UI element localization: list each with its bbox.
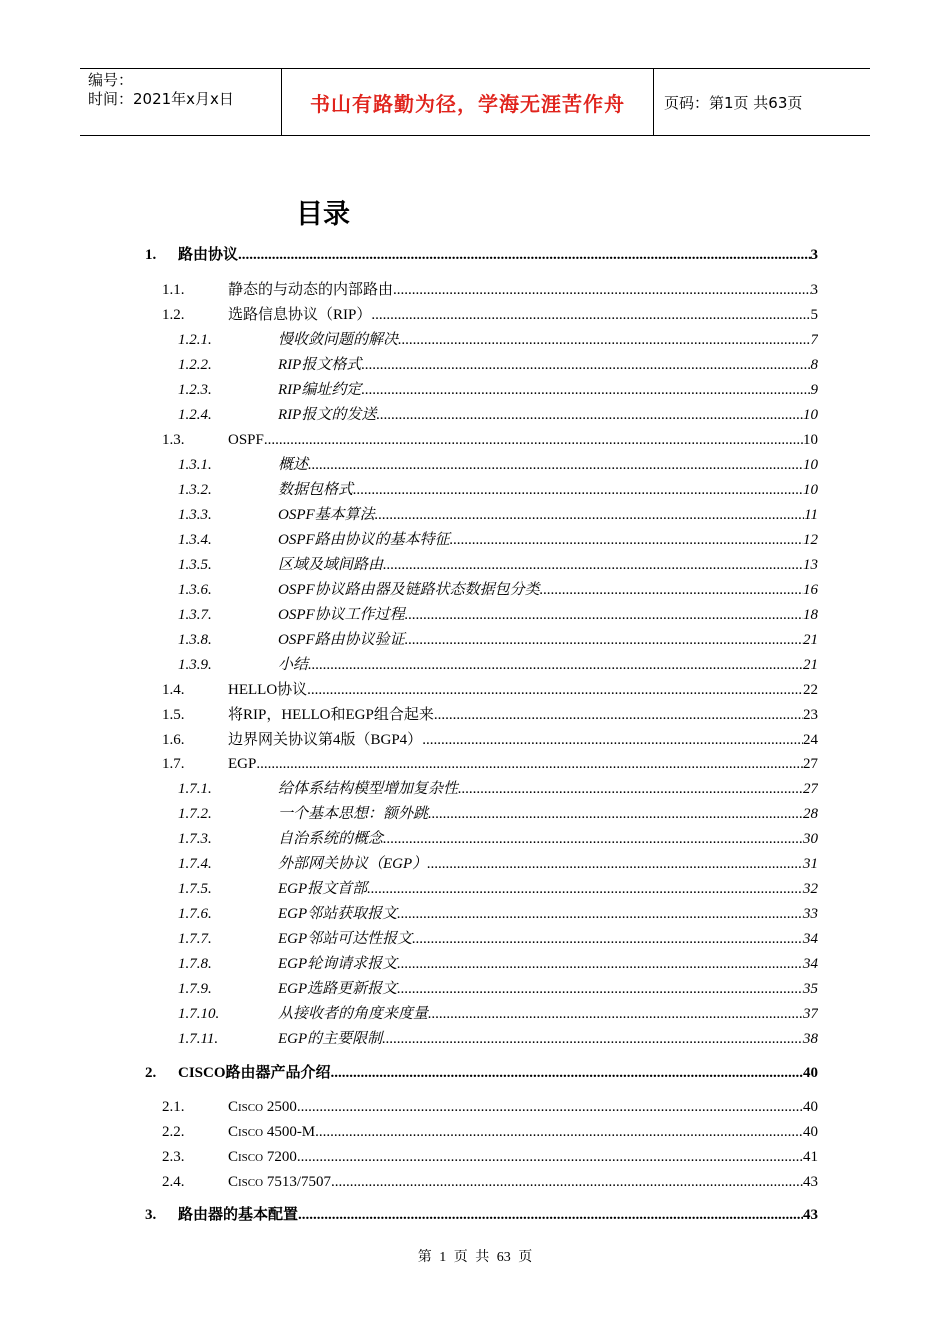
toc-entry-number: 1.2.: [162, 307, 185, 323]
toc-entry-page: 18: [803, 607, 818, 623]
toc-entry-page: 41: [803, 1149, 818, 1165]
toc-entry-number: 1.7.8.: [178, 956, 212, 972]
header-motto: 书山有路勤为径，学海无涯苦作舟: [282, 69, 654, 135]
toc-entry[interactable]: [0, 679, 950, 701]
toc-entry-title: OSPF协议路由器及链路状态数据包分类: [278, 582, 540, 598]
toc-entry[interactable]: [0, 928, 950, 950]
toc-entry[interactable]: [0, 529, 950, 551]
toc-entry-page: 23: [803, 707, 818, 723]
toc-title: 目录: [296, 199, 350, 230]
toc-entry[interactable]: [0, 604, 950, 626]
toc-entry-number: 1.3.3.: [178, 507, 212, 523]
toc-entry[interactable]: [0, 1003, 950, 1025]
toc-entry-page: 16: [803, 582, 818, 598]
toc-entry-page: 43: [803, 1207, 818, 1223]
toc-entry[interactable]: [0, 1062, 950, 1084]
toc-entry-title: EGP的主要限制: [278, 1031, 383, 1047]
toc-entry-title: 慢收敛问题的解决: [278, 332, 399, 348]
toc-entry-title: OSPF路由协议的基本特征: [278, 532, 450, 548]
toc-entry-page: 12: [803, 532, 818, 548]
toc-entry-title: RIP报文格式: [278, 357, 362, 373]
toc-entry-number: 1.7.6.: [178, 906, 212, 922]
toc-entry[interactable]: [0, 953, 950, 975]
toc-entry[interactable]: [0, 1204, 950, 1226]
toc-entry[interactable]: [0, 479, 950, 501]
toc-entry[interactable]: [0, 244, 950, 266]
toc-entry-number: 1.7.4.: [178, 856, 212, 872]
toc-entry-title: EGP轮询请求报文: [278, 956, 398, 972]
toc-entry-number: 1.7.9.: [178, 981, 212, 997]
toc-entry-number: 1.4.: [162, 682, 185, 698]
toc-entry-page: 32: [803, 881, 818, 897]
toc-entry[interactable]: [0, 504, 950, 526]
toc-entry-title: CISCO路由器产品介绍: [178, 1065, 331, 1081]
toc-entry-title: 自治系统的概念: [278, 831, 384, 847]
toc-entry-number: 1.2.3.: [178, 382, 212, 398]
toc-entry-title: RIP编址约定: [278, 382, 362, 398]
toc-entry-title: EGP: [228, 756, 257, 772]
toc-entry-number: 3.: [145, 1207, 157, 1223]
toc-entry-number: 1.7.1.: [178, 781, 212, 797]
toc-entry-title: Cisco 2500: [228, 1099, 297, 1115]
toc-entry-page: 43: [803, 1174, 818, 1190]
toc-entry-page: 10: [803, 457, 818, 473]
toc-entry[interactable]: [0, 354, 950, 376]
toc-entry[interactable]: [0, 1171, 950, 1193]
toc-entry[interactable]: [0, 329, 950, 351]
toc-entry-number: 2.2.: [162, 1124, 185, 1140]
toc-entry-title: HELLO协议: [228, 682, 308, 698]
toc-entry-page: 3: [810, 282, 818, 298]
toc-entry-title: EGP邻站可达性报文: [278, 931, 413, 947]
toc-entry-title: 外部网关协议（EGP）: [278, 856, 428, 872]
toc-entry-page: 40: [803, 1124, 818, 1140]
toc-entry-number: 1.: [145, 247, 157, 263]
toc-entry-page: 7: [810, 332, 818, 348]
toc-entry-title: 数据包格式: [278, 482, 354, 498]
toc-entry[interactable]: [0, 704, 950, 726]
toc-entry-page: 30: [803, 831, 818, 847]
toc-entry[interactable]: [0, 404, 950, 426]
toc-entry-number: 2.3.: [162, 1149, 185, 1165]
toc-entry-title: 静态的与动态的内部路由: [228, 282, 394, 298]
header-meta: [80, 69, 282, 135]
toc-entry-title: 选路信息协议（RIP）: [228, 307, 372, 323]
toc-entry-title: 路由器的基本配置: [178, 1207, 299, 1223]
toc-entry-number: 1.3.6.: [178, 582, 212, 598]
toc-entry-number: 1.7.3.: [178, 831, 212, 847]
toc-entry-title: EGP邻站获取报文: [278, 906, 398, 922]
toc-entry-title: EGP报文首部: [278, 881, 368, 897]
toc-entry-page: 21: [803, 657, 818, 673]
toc-entry-number: 1.5.: [162, 707, 185, 723]
toc-entry-page: 10: [803, 482, 818, 498]
toc-entry-page: 10: [803, 407, 818, 423]
toc-entry-page: 13: [803, 557, 818, 573]
toc-entry-page: 34: [803, 931, 818, 947]
toc-entry-page: 40: [803, 1099, 818, 1115]
toc-entry[interactable]: [0, 629, 950, 651]
toc-entry-number: 1.3.8.: [178, 632, 212, 648]
toc-entry[interactable]: [0, 803, 950, 825]
toc-entry-number: 1.6.: [162, 732, 185, 748]
toc-entry[interactable]: [0, 654, 950, 676]
toc-entry-page: 28: [803, 806, 818, 822]
toc-entry-title: 将RIP，HELLO和EGP组合起来: [228, 707, 434, 723]
toc-entry-number: 2.1.: [162, 1099, 185, 1115]
toc-entry-page: 21: [803, 632, 818, 648]
toc-entry-title: OSPF路由协议验证: [278, 632, 405, 648]
toc-entry-title: 从接收者的角度来度量: [278, 1006, 429, 1022]
toc-entry-number: 1.3.2.: [178, 482, 212, 498]
toc-entry-title: 小结: [278, 657, 309, 673]
toc-entry-page: 27: [803, 781, 818, 797]
toc-entry[interactable]: [0, 1028, 950, 1050]
toc-entry-page: 27: [803, 756, 818, 772]
document-number-label: 编号：: [88, 71, 134, 89]
toc-entry-title: OSPF基本算法: [278, 507, 375, 523]
toc-entry-title: Cisco 4500-M: [228, 1124, 316, 1140]
toc-entry[interactable]: [0, 978, 950, 1000]
toc-entry-title: OSPF协议工作过程: [278, 607, 405, 623]
toc-entry[interactable]: [0, 778, 950, 800]
toc-entry-page: 38: [803, 1031, 818, 1047]
toc-entry-number: 1.3.9.: [178, 657, 212, 673]
toc-entry-page: 37: [803, 1006, 818, 1022]
toc-entry-page: 24: [803, 732, 818, 748]
toc-entry[interactable]: [0, 903, 950, 925]
toc-entry-number: 1.2.2.: [178, 357, 212, 373]
toc-entry-page: 9: [810, 382, 818, 398]
page-header: [80, 68, 870, 136]
toc-entry-title: RIP报文的发送: [278, 407, 377, 423]
toc-entry-title: OSPF: [228, 432, 264, 448]
toc-entry-page: 40: [803, 1065, 818, 1081]
toc-entry-page: 5: [810, 307, 818, 323]
toc-entry-page: 3: [810, 247, 818, 263]
toc-entry-number: 1.7.2.: [178, 806, 212, 822]
toc-entry-number: 1.3.5.: [178, 557, 212, 573]
toc-entry-number: 2.: [145, 1065, 157, 1081]
toc-entry[interactable]: [0, 304, 950, 326]
toc-entry[interactable]: [0, 379, 950, 401]
page-footer: 第 1 页 共 63 页: [417, 1250, 533, 1265]
toc-entry[interactable]: [0, 729, 950, 751]
toc-entry-title: 给体系结构模型增加复杂性: [278, 781, 459, 797]
header-page-info: 页码：第1页 共63页: [664, 93, 803, 112]
toc-entry-page: 31: [803, 856, 818, 872]
toc-entry[interactable]: [0, 753, 950, 775]
toc-entry[interactable]: [0, 828, 950, 850]
toc-entry[interactable]: [0, 554, 950, 576]
toc-entry[interactable]: [0, 279, 950, 301]
toc-entry[interactable]: [0, 853, 950, 875]
toc-entry-page: 11: [804, 507, 818, 523]
toc-entry[interactable]: [0, 454, 950, 476]
toc-entry-title: EGP选路更新报文: [278, 981, 398, 997]
toc-entry[interactable]: [0, 1121, 950, 1143]
toc-entry-title: 边界网关协议第4版（BGP4）: [228, 732, 423, 748]
toc-entry[interactable]: [0, 1096, 950, 1118]
toc-entry-number: 1.1.: [162, 282, 185, 298]
toc-entry-title: 路由协议: [178, 247, 239, 263]
toc-entry-number: 1.3.: [162, 432, 185, 448]
toc-entry-number: 1.2.4.: [178, 407, 212, 423]
toc-entry-title: Cisco 7200: [228, 1149, 297, 1165]
toc-entry[interactable]: [0, 579, 950, 601]
toc-entry-number: 1.7.: [162, 756, 185, 772]
toc-entry[interactable]: [0, 429, 950, 451]
toc-entry[interactable]: [0, 878, 950, 900]
toc-entry-number: 1.7.7.: [178, 931, 212, 947]
toc-entry-title: 一个基本思想：额外跳: [278, 806, 429, 822]
toc-entry-page: 10: [803, 432, 818, 448]
toc-entry-number: 1.3.4.: [178, 532, 212, 548]
toc-entry-title: 区域及域间路由: [278, 557, 384, 573]
toc-entry-page: 8: [810, 357, 818, 373]
toc-entry-page: 34: [803, 956, 818, 972]
toc-entry-number: 1.3.1.: [178, 457, 212, 473]
toc-entry-page: 22: [803, 682, 818, 698]
toc-entry-title: Cisco 7513/7507: [228, 1174, 331, 1190]
toc-entry-title: 概述: [278, 457, 309, 473]
toc-entry[interactable]: [0, 1146, 950, 1168]
toc-entry-page: 33: [803, 906, 818, 922]
toc-entry-number: 1.2.1.: [178, 332, 212, 348]
toc-entry-page: 35: [803, 981, 818, 997]
toc-entry-number: 1.7.11.: [178, 1031, 219, 1047]
toc-entry-number: 1.7.10.: [178, 1006, 220, 1022]
document-date: 时间：2021年x月x日: [88, 90, 234, 108]
toc-entry-number: 2.4.: [162, 1174, 185, 1190]
toc-entry-number: 1.3.7.: [178, 607, 212, 623]
toc-entry-number: 1.7.5.: [178, 881, 212, 897]
